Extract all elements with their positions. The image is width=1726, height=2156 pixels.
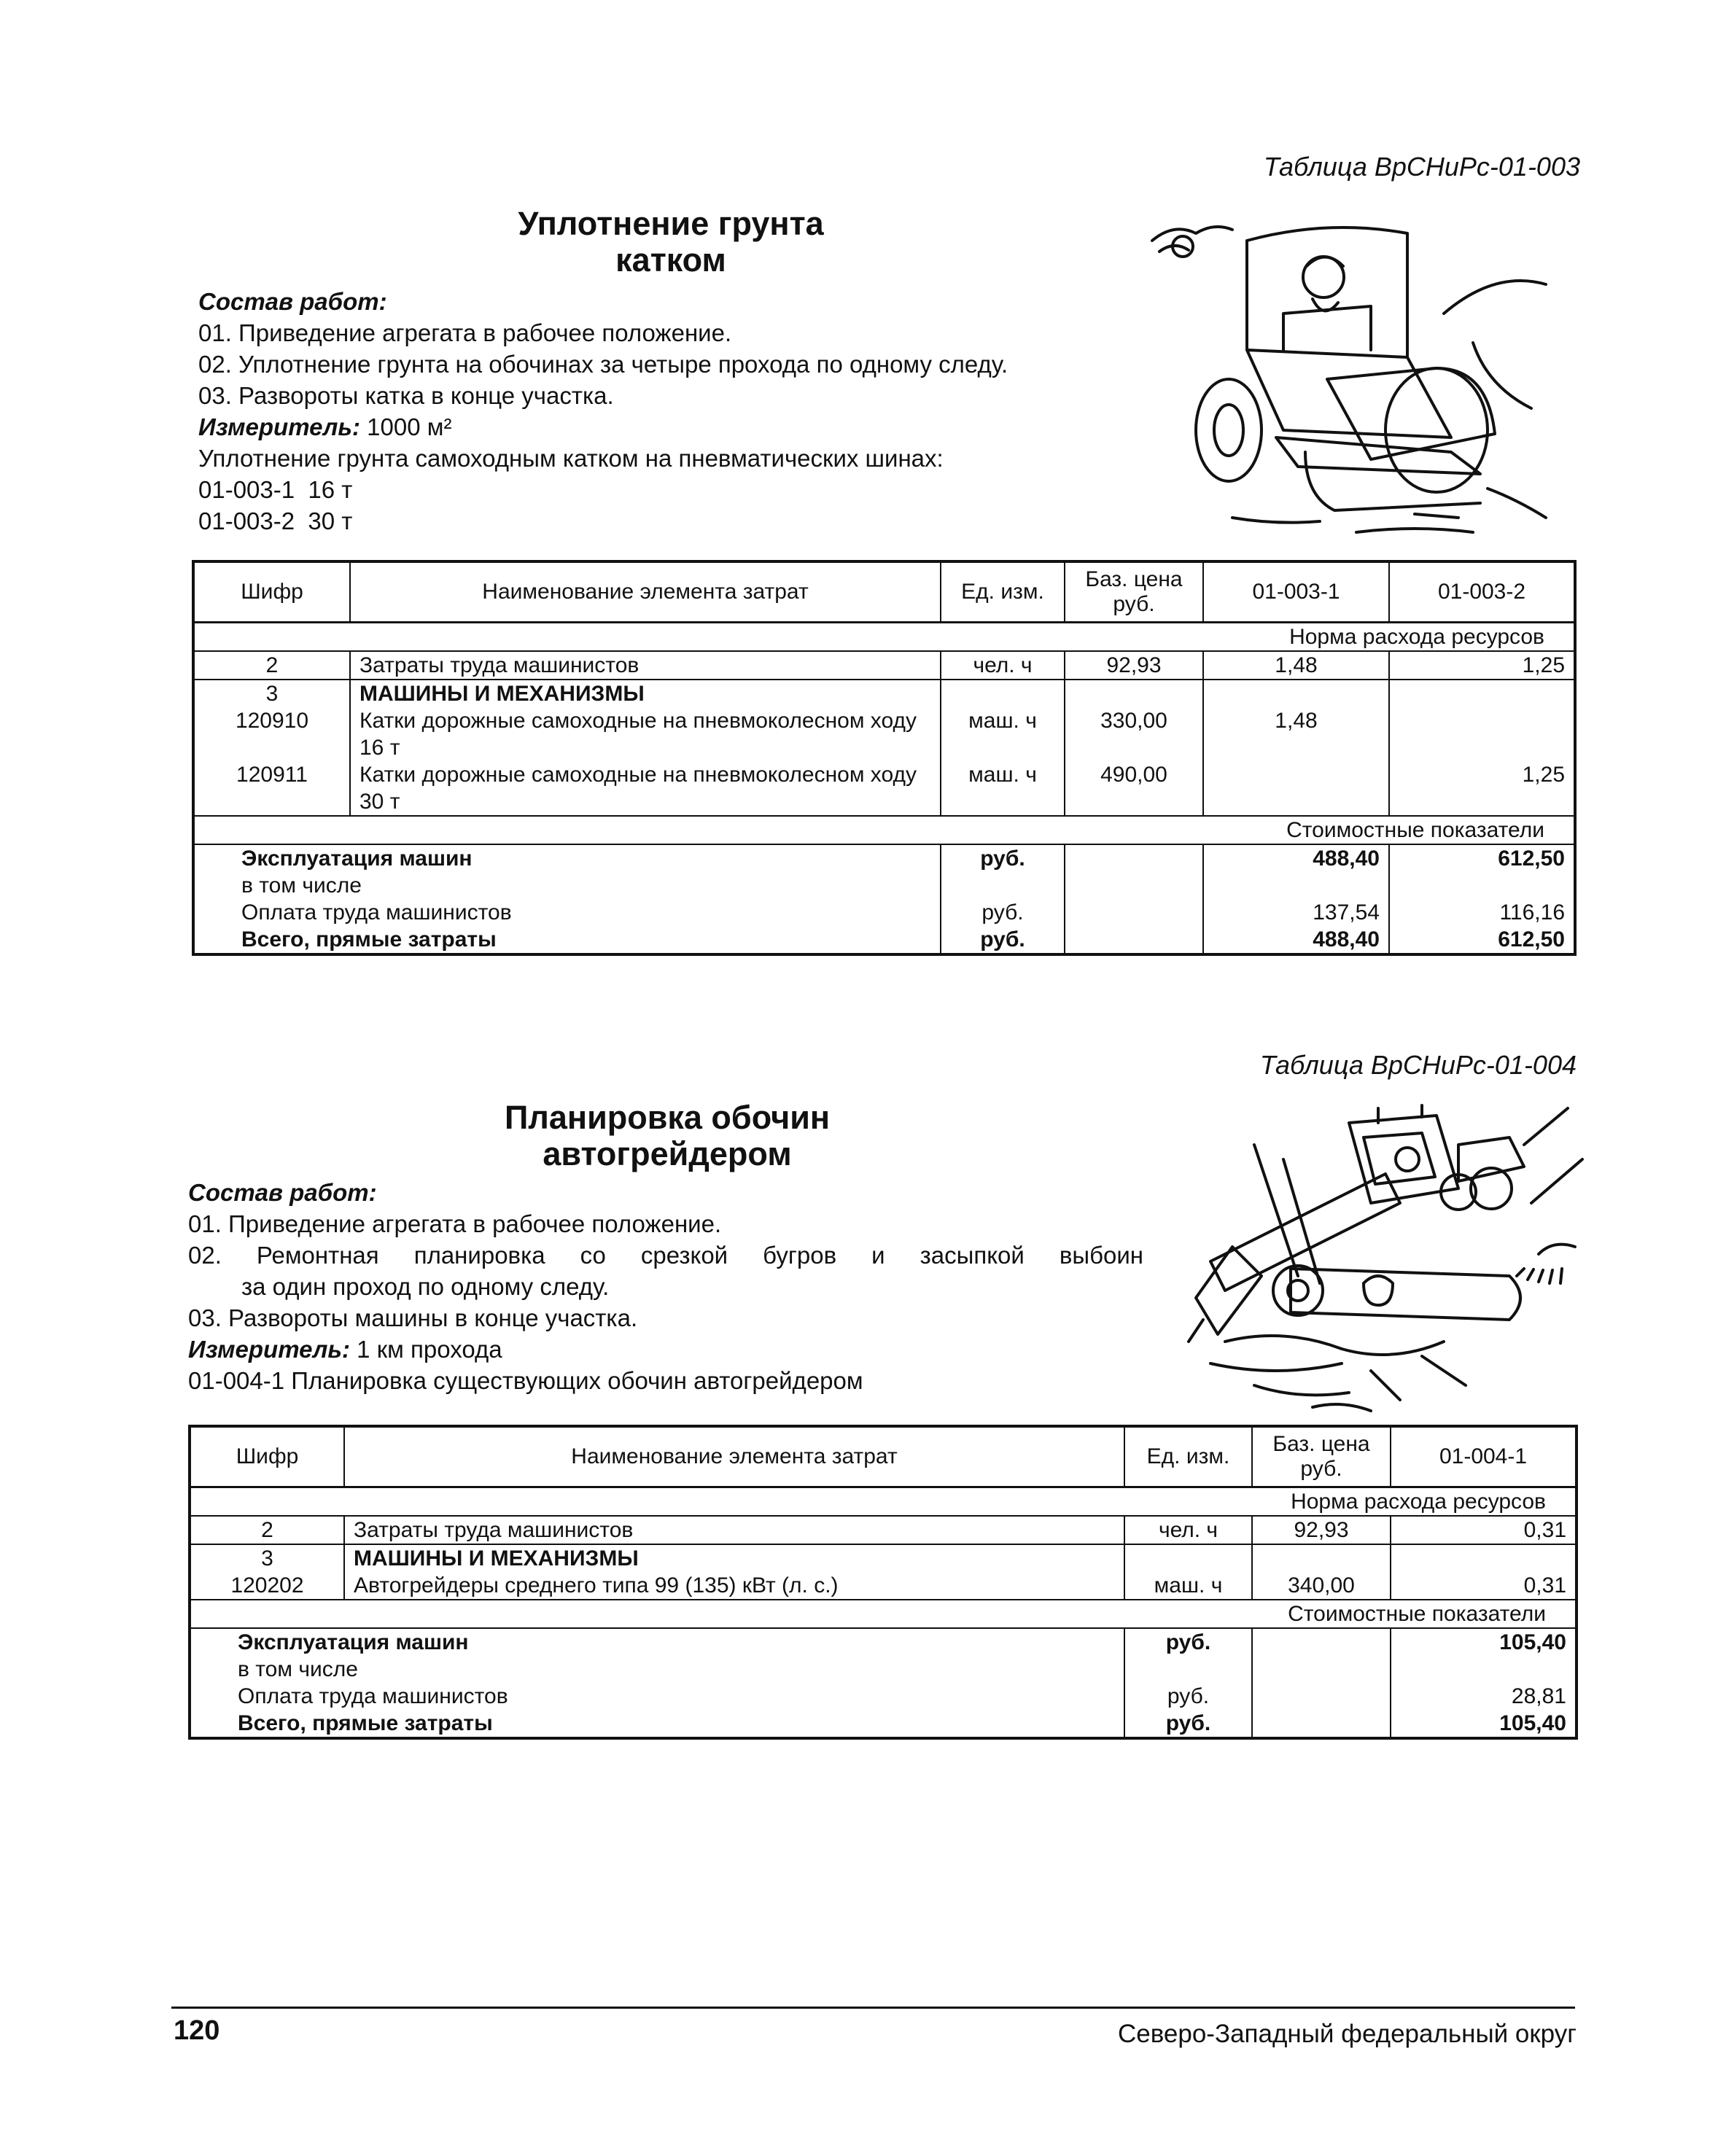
section-title (408, 1100, 926, 1172)
table-header-row (193, 561, 1575, 623)
cost-row (193, 844, 1575, 872)
motor-grader-illustration (1181, 1101, 1590, 1422)
work-step: 02. Ремонтная планировка со срезкой бугров и засыпкой выбоин (188, 1242, 1143, 1269)
measure-label: Измеритель: (198, 413, 360, 440)
row-unit: чел. ч (941, 651, 1065, 680)
cost-row (190, 1656, 1577, 1683)
measure-value: 1000 м² (367, 413, 452, 440)
header-price: Баз. цена руб. (1065, 561, 1203, 623)
work-step: 03. Развороты машины в конце участка. (188, 1304, 638, 1331)
cost-unit: руб. (941, 899, 1065, 926)
table-row (193, 761, 1575, 816)
header-col: 01-004-1 (1391, 1426, 1577, 1487)
work-step: 02. Уплотнение грунта на обочинах за четыре прохода по одному следу. (198, 351, 1008, 378)
header-unit: Ед. изм. (941, 561, 1065, 623)
cost-name: в том числе (193, 872, 941, 899)
cost-value: 28,81 (1391, 1683, 1577, 1710)
cost-name: Оплата труда машинистов (190, 1683, 1124, 1710)
header-name: Наименование элемента затрат (344, 1426, 1124, 1487)
title-line-1: Уплотнение грунта (518, 205, 824, 242)
section-cost: Стоимостные показатели (190, 1600, 1577, 1628)
table-header-row (190, 1426, 1577, 1487)
cost-name: Всего, прямые затраты (190, 1710, 1124, 1738)
table-tag: Таблица ВрСНиРс-01-003 (1263, 152, 1580, 182)
row-price: 490,00 (1065, 761, 1203, 816)
row-code: 120910 (193, 707, 350, 761)
section-row (193, 816, 1575, 844)
header-col: 01-003-1 (1203, 561, 1389, 623)
description: Уплотнение грунта самоходным катком на пневматических шинах: (198, 445, 944, 472)
section-title (408, 206, 933, 279)
row-unit: маш. ч (941, 761, 1065, 816)
table-tag: Таблица ВрСНиРс-01-004 (1259, 1050, 1577, 1080)
row-value: 1,48 (1203, 707, 1389, 761)
row-price: 340,00 (1252, 1572, 1391, 1600)
measure-line (198, 411, 1008, 443)
footer-district: Северо-Западный федеральный округ (1117, 2020, 1577, 2048)
row-price: 92,93 (1252, 1516, 1391, 1544)
work-step: 01. Приведение агрегата в рабочее положение. (188, 1210, 722, 1237)
row-value (1389, 707, 1575, 761)
table-row (193, 651, 1575, 680)
row-name: МАШИНЫ И МЕХАНИЗМЫ (350, 680, 941, 707)
cost-unit: руб. (1124, 1628, 1252, 1656)
measure-label: Измеритель: (188, 1336, 350, 1363)
cost-unit: руб. (941, 926, 1065, 954)
row-code: 120202 (190, 1572, 344, 1600)
road-roller-illustration (1138, 211, 1553, 554)
row-name: Затраты труда машинистов (344, 1516, 1124, 1544)
header-col: 01-003-2 (1389, 561, 1575, 623)
row-unit: маш. ч (1124, 1572, 1252, 1600)
row-code: 3 (190, 1544, 344, 1572)
cost-unit: руб. (1124, 1710, 1252, 1738)
variant-line: 01-003-1 16 т (198, 476, 353, 503)
cost-name: Эксплуатация машин (193, 844, 941, 872)
cost-value: 105,40 (1391, 1710, 1577, 1738)
table-row (193, 680, 1575, 707)
cost-row (193, 899, 1575, 926)
row-value: 0,31 (1391, 1516, 1577, 1544)
header-unit: Ед. изм. (1124, 1426, 1252, 1487)
cost-value: 105,40 (1391, 1628, 1577, 1656)
row-name: Автогрейдеры среднего типа 99 (135) кВт (л. с.) (344, 1572, 1124, 1600)
section-row (190, 1487, 1577, 1517)
work-step-continuation: за один проход по одному следу. (241, 1273, 610, 1300)
section-norm: Норма расхода ресурсов (193, 623, 1575, 652)
table-row (193, 707, 1575, 761)
footer-rule (171, 2007, 1575, 2009)
row-name: Катки дорожные самоходные на пневмоколесном ходу 30 т (350, 761, 941, 816)
table-row (190, 1572, 1577, 1600)
section-norm: Норма расхода ресурсов (190, 1487, 1577, 1517)
resource-table-01-004 (188, 1425, 1578, 1740)
row-code: 120911 (193, 761, 350, 816)
row-value: 0,31 (1391, 1572, 1577, 1600)
row-value: 1,25 (1389, 761, 1575, 816)
work-step: 01. Приведение агрегата в рабочее положение. (198, 319, 732, 346)
row-code: 3 (193, 680, 350, 707)
cost-row (190, 1628, 1577, 1656)
row-unit: чел. ч (1124, 1516, 1252, 1544)
cost-name: Эксплуатация машин (190, 1628, 1124, 1656)
row-name: МАШИНЫ И МЕХАНИЗМЫ (344, 1544, 1124, 1572)
title-line-1: Планировка обочин (504, 1099, 831, 1136)
cost-value: 488,40 (1203, 926, 1389, 954)
page-number: 120 (174, 2015, 220, 2046)
cost-row (190, 1683, 1577, 1710)
cost-row (190, 1710, 1577, 1738)
row-code: 2 (193, 651, 350, 680)
row-value (1203, 761, 1389, 816)
header-price: Баз. цена руб. (1252, 1426, 1391, 1487)
row-value: 1,25 (1389, 651, 1575, 680)
header-name: Наименование элемента затрат (350, 561, 941, 623)
title-line-2: катком (615, 241, 726, 279)
composition-label: Состав работ: (188, 1179, 377, 1206)
composition-label: Состав работ: (198, 288, 387, 315)
cost-name: в том числе (190, 1656, 1124, 1683)
work-composition (198, 286, 1008, 537)
cost-value: 612,50 (1389, 926, 1575, 954)
section-row (193, 623, 1575, 652)
section-cost: Стоимостные показатели (193, 816, 1575, 844)
cost-name: Всего, прямые затраты (193, 926, 941, 954)
header-code: Шифр (193, 561, 350, 623)
description: 01-004-1 Планировка существующих обочин автогрейдером (188, 1367, 863, 1394)
section-row (190, 1600, 1577, 1628)
row-name: Затраты труда машинистов (350, 651, 941, 680)
cost-value: 612,50 (1389, 844, 1575, 872)
measure-value: 1 км прохода (357, 1336, 502, 1363)
row-price: 92,93 (1065, 651, 1203, 680)
work-composition (188, 1177, 1143, 1396)
row-value: 1,48 (1203, 651, 1389, 680)
title-line-2: автогрейдером (543, 1135, 792, 1172)
header-code: Шифр (190, 1426, 344, 1487)
cost-value: 137,54 (1203, 899, 1389, 926)
cost-value: 116,16 (1389, 899, 1575, 926)
row-code: 2 (190, 1516, 344, 1544)
cost-unit: руб. (1124, 1683, 1252, 1710)
cost-name: Оплата труда машинистов (193, 899, 941, 926)
table-row (190, 1544, 1577, 1572)
resource-table-01-003 (192, 560, 1577, 956)
cost-row (193, 926, 1575, 954)
cost-value: 488,40 (1203, 844, 1389, 872)
cost-row (193, 872, 1575, 899)
row-unit: маш. ч (941, 707, 1065, 761)
row-price: 330,00 (1065, 707, 1203, 761)
variant-line: 01-003-2 30 т (198, 507, 353, 534)
measure-line (188, 1334, 1143, 1365)
work-step: 03. Развороты катка в конце участка. (198, 382, 614, 409)
cost-unit: руб. (941, 844, 1065, 872)
row-name: Катки дорожные самоходные на пневмоколесном ходу 16 т (350, 707, 941, 761)
table-row (190, 1516, 1577, 1544)
